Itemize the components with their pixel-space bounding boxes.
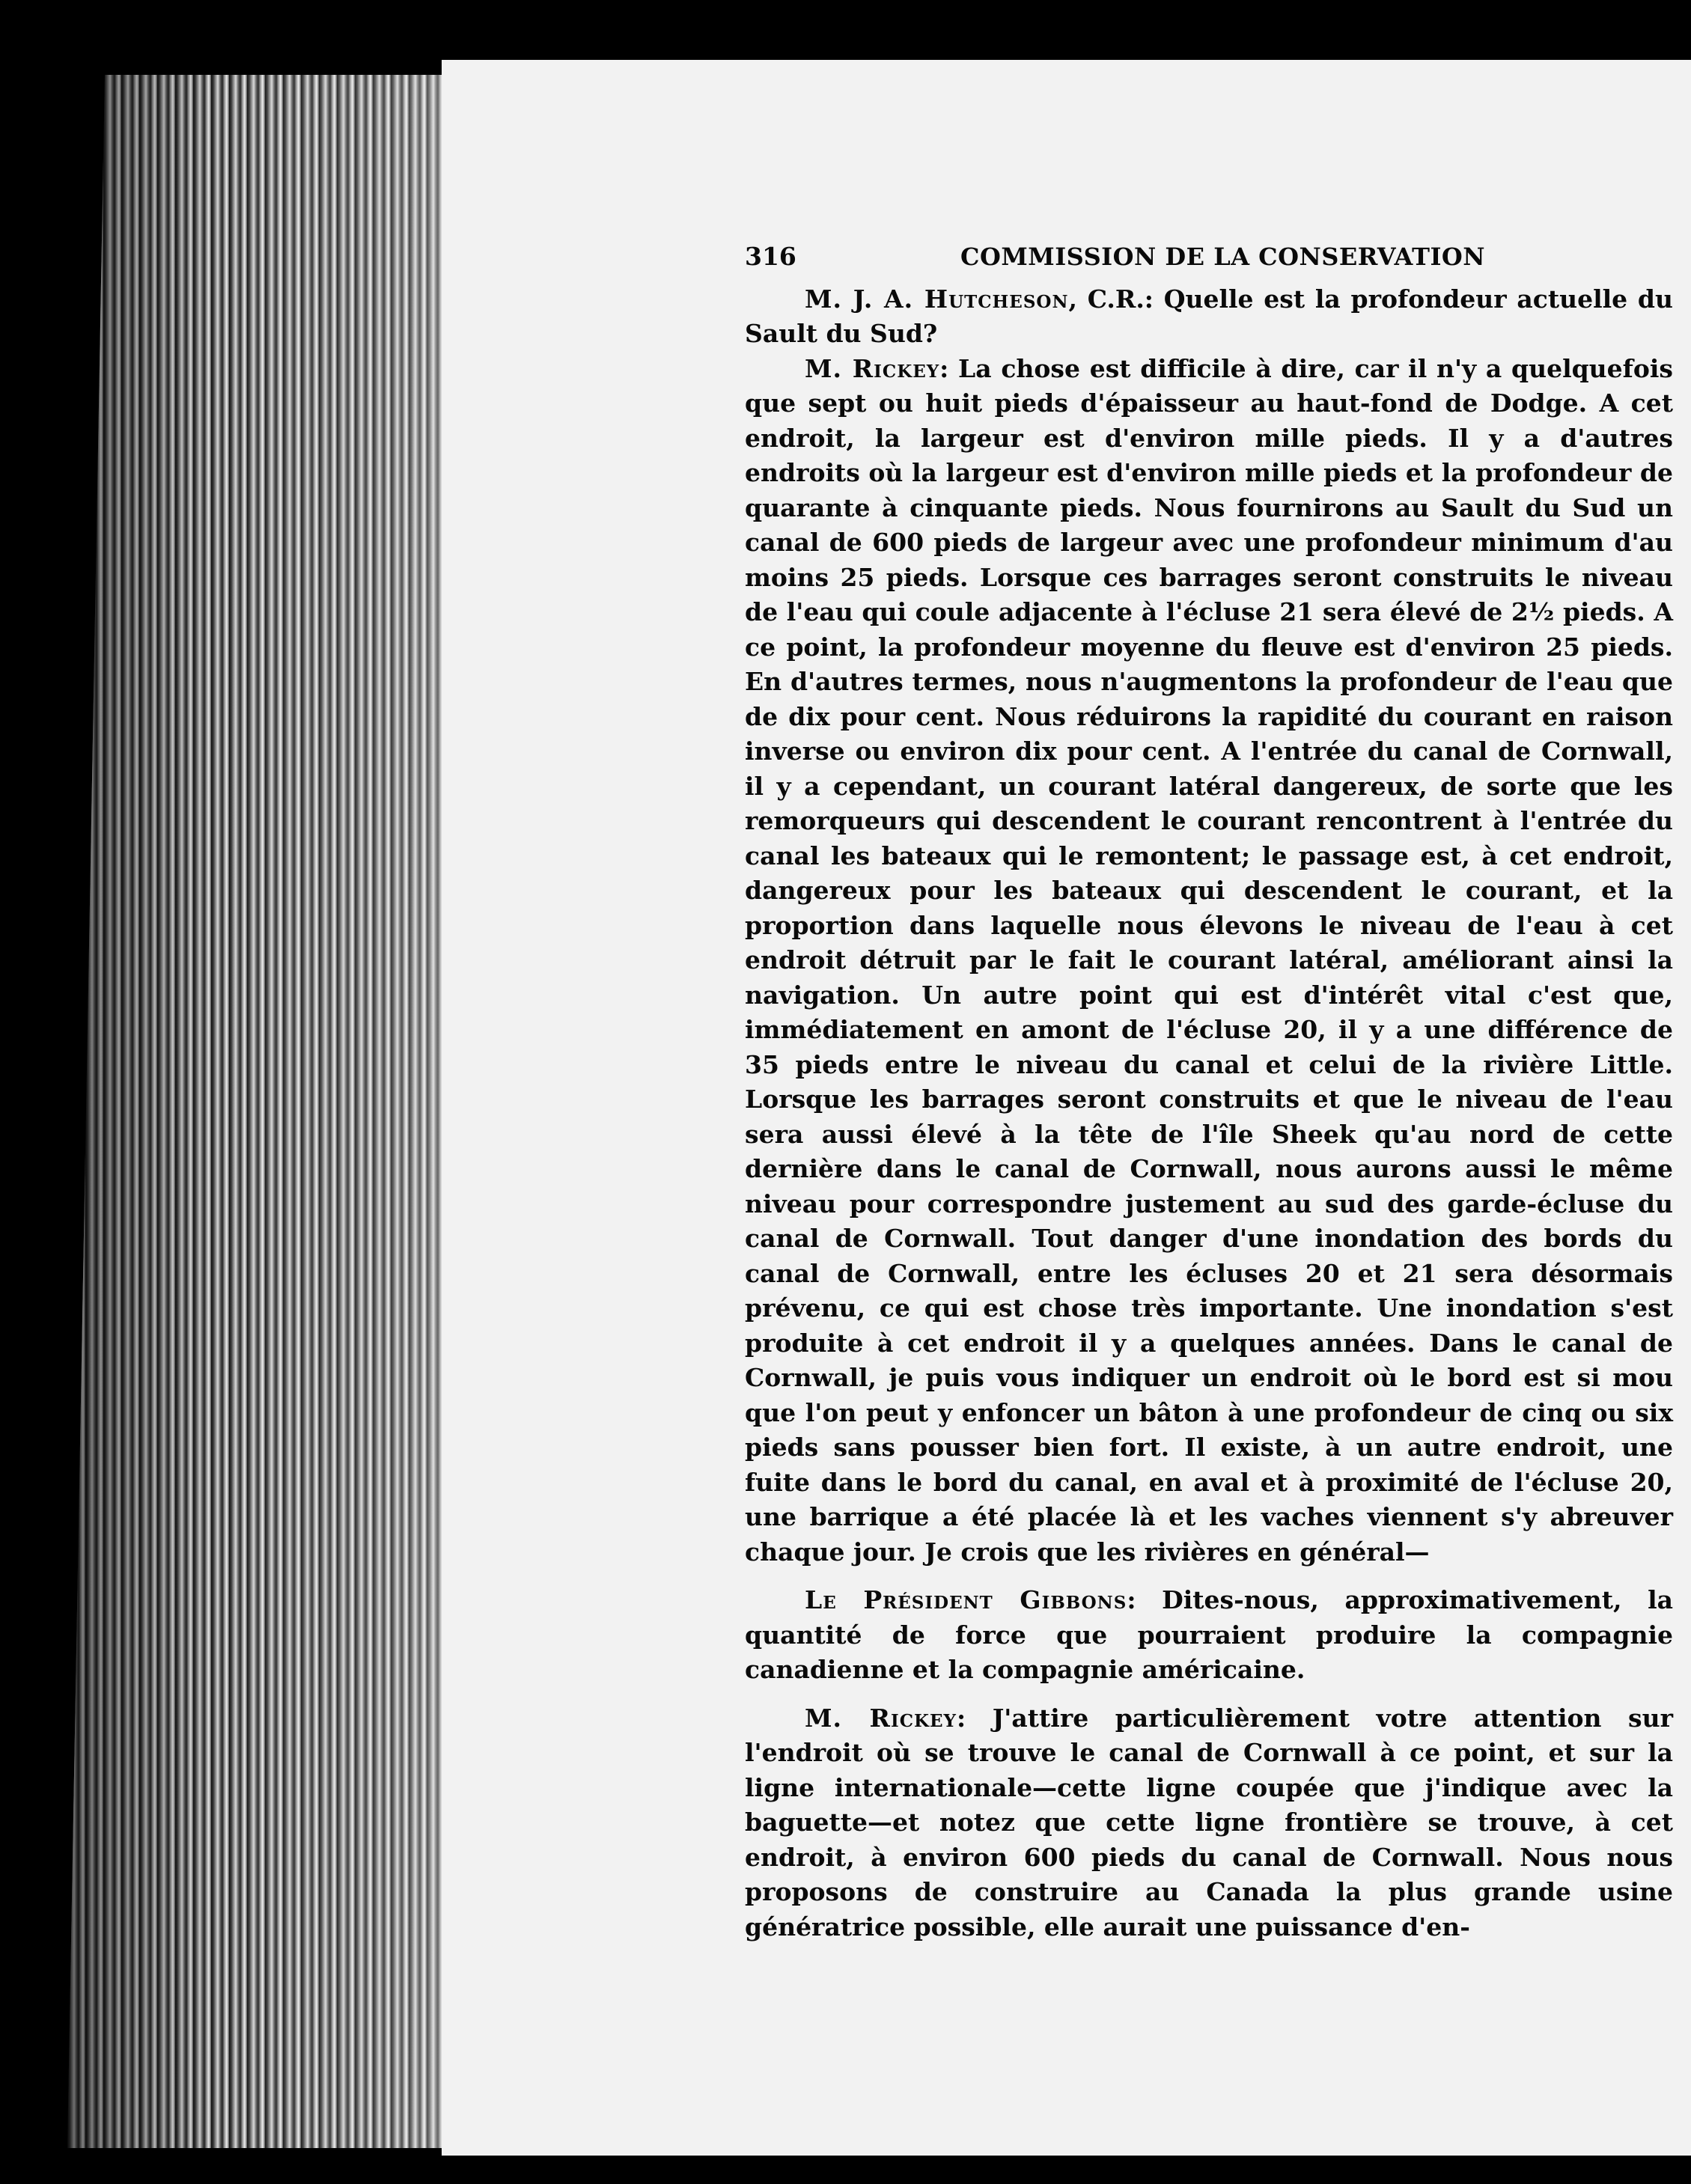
page-number: 316 [745, 242, 796, 271]
speaker-name: M. Rickey [805, 353, 940, 383]
running-head: COMMISSION DE LA CONSERVATION [960, 243, 1486, 271]
paragraph-hutcheson [745, 282, 1673, 352]
paragraph-rickey-2 [745, 1701, 1673, 1945]
paragraph-text: : La chose est difficile à dire, car il n'y a quelquefois que sept ou huit pieds d'épaisseur au haut-fond de Dodge. A cet endroit, la largeur est d'environ mille pieds. Il y a d'autres endroits où la largeur est d'environ mille pieds et la profondeur de quarante à cinquante pieds. Nous fournirons au Sault du Sud un canal de 600 pieds de largeur avec une profondeur minimum d'au moins 25 pieds. Lorsque ces barrages seront construits le niveau de l'eau qui coule adjacente à l'écluse 21 sera élevé de 2½ pieds. A ce point, la profondeur moyenne du fleuve est d'environ 25 pieds. En d'autres termes, nous n'augmentons la profondeur de l'eau que de dix pour cent. Nous réduirons la rapidité du courant en raison inverse ou environ dix pour cent. A l'entrée du canal de Cornwall, il y a cependant, un courant latéral dangereux, de sorte que les remorqueurs qui descendent le courant rencontrent à l'entrée du canal les bateaux qui le remontent; le passage est, à cet endroit, dangereux pour les bateaux qui descendent le courant, et la proportion dans laquelle nous élevons le niveau de l'eau à cet endroit détruit par le fait le courant latéral, améliorant ainsi la navigation. Un autre point qui est d'intérêt vital c'est que, immédiatement en amont de l'écluse 20, il y a une différence de 35 pieds entre le niveau du canal et celui de la rivière Little. Lorsque les barrages seront construits et que le niveau de l'eau sera aussi élevé à la tête de l'île Sheek qu'au nord de cette dernière dans le canal de Cornwall, nous aurons aussi le même niveau pour correspondre justement au sud des garde-écluse du canal de Cornwall. Tout danger d'une inondation des bords du canal de Cornwall, entre les écluses 20 et 21 sera désormais prévenu, ce qui est chose très importante. Une inondation s'est produite à cet endroit il y a quelques années. Dans le canal de Cornwall, je puis vous indiquer un endroit où le bord est si mou que l'on peut y enfoncer un bâton à une profondeur de cinq ou six pieds sans pousser bien fort. Il existe, à un autre endroit, une fuite dans le bord du canal, en aval et à proximité de l'écluse 20, une barrique a été placée là et les vaches viennent s'y abreuver chaque jour. Je crois que les rivières en général— [745, 353, 1673, 1567]
page-content [745, 240, 1673, 1944]
book-page-edges [67, 75, 442, 2148]
speaker-name: M. J. A. Hutcheson [805, 284, 1069, 314]
page-header [745, 240, 1673, 275]
paragraph-text: : Dites-nous, approximativement, la quantité de force que pourraient produire la compagnie canadienne et la compagnie américaine. [745, 1585, 1673, 1684]
paragraph-gibbons [745, 1583, 1673, 1688]
paragraph-rickey-1 [745, 352, 1673, 1570]
paragraph-text: , C.R.: Quelle est la profondeur actuelle du Sault du Sud? [745, 284, 1673, 348]
speaker-name: M. Rickey [805, 1703, 957, 1733]
paragraph-text: : J'attire particulièrement votre attention sur l'endroit où se trouve le canal de Cornwall à ce point, et sur la ligne internationale—cette ligne coupée que j'indique avec la baguette—et notez que cette ligne frontière se trouve, à cet endroit, à environ 600 pieds du canal de Cornwall. Nous nous proposons de construire au Canada la plus grande usine génératrice possible, elle aurait une puissance d'en- [745, 1703, 1674, 1941]
speaker-name: Le Président Gibbons [805, 1585, 1127, 1614]
